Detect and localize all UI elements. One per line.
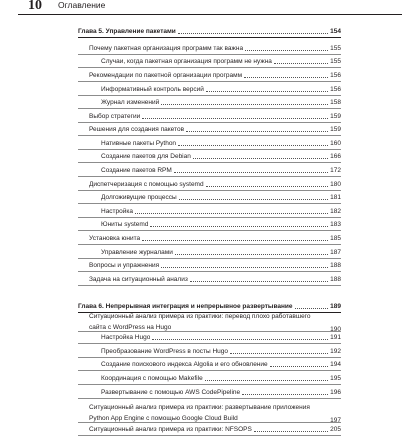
dot-leader — [244, 77, 328, 78]
entry-rule — [78, 108, 341, 109]
entry-rule — [78, 95, 341, 96]
toc-entry-title: Настройка Hugo — [101, 334, 151, 341]
toc-entry-title: Настройка — [101, 208, 133, 215]
toc-entry-title: Почему пакетная организация программ так важна — [89, 45, 244, 52]
toc-entry-title: Координация с помощью Makefile — [101, 375, 203, 382]
toc-entry-title: Создание пакетов для Debian — [101, 153, 191, 160]
toc-entry-page: 196 — [330, 389, 341, 396]
toc-entry-title: Управление журналами — [101, 249, 173, 256]
entry-rule — [78, 217, 341, 218]
toc-entry[interactable] — [101, 99, 341, 106]
toc-entry-page: 195 — [330, 375, 341, 382]
entry-rule — [78, 230, 341, 231]
toc-entry-title: Преобразование WordPress в посты Hugo — [101, 348, 229, 355]
entry-rule — [78, 331, 341, 332]
toc-entry-page: 205 — [330, 426, 341, 433]
toc-entry-page: 180 — [330, 181, 341, 188]
toc-entry-page: 197 — [330, 417, 341, 424]
entry-rule — [78, 122, 341, 123]
toc-entry-title: Установка юнита — [89, 235, 141, 242]
toc-entry[interactable] — [89, 126, 341, 133]
toc-entry-page: 155 — [330, 45, 341, 52]
toc-entry[interactable] — [101, 375, 341, 382]
entry-rule — [78, 149, 341, 150]
entry-rule — [78, 357, 341, 358]
toc-entry-page: 190 — [330, 326, 341, 333]
toc-entry-page: 159 — [330, 126, 341, 133]
entry-rule — [78, 343, 341, 344]
dot-leader — [206, 91, 328, 92]
entry-rule — [78, 176, 341, 177]
toc-entry-page: 185 — [330, 235, 341, 242]
toc-entry-page: 181 — [330, 194, 341, 201]
toc-chapter-entry[interactable] — [78, 303, 341, 310]
toc-entry[interactable] — [101, 221, 341, 228]
toc-entry[interactable] — [101, 167, 341, 174]
dot-leader — [142, 240, 328, 241]
entry-rule — [78, 162, 341, 163]
toc-entry-title: Журнал изменений — [101, 99, 160, 106]
toc-entry-title: Ситуационный анализ примера из практики: NFSOPS — [89, 426, 252, 433]
toc-entry-page: 158 — [330, 99, 341, 106]
entry-rule — [78, 190, 341, 191]
dot-leader — [270, 366, 329, 367]
dot-leader — [206, 186, 329, 187]
toc-entry-page: 183 — [330, 221, 341, 228]
entry-rule — [78, 258, 341, 259]
toc-entry[interactable] — [89, 181, 341, 188]
toc-entry-title: Долгоживущие процессы — [101, 194, 177, 201]
toc-entry[interactable] — [89, 402, 341, 424]
dot-leader — [245, 50, 328, 51]
entry-rule — [78, 135, 341, 136]
page-number: 10 — [28, 0, 42, 13]
toc-entry-title: Глава 5. Управление пакетами — [78, 28, 176, 35]
toc-entry-title: Развертывание с помощью AWS CodePipeline — [101, 389, 241, 396]
dot-leader — [242, 394, 328, 395]
toc-entry-title: Задача на ситуационный анализ — [89, 276, 188, 283]
entry-rule — [78, 54, 341, 55]
toc-entry[interactable] — [101, 194, 341, 201]
dot-leader — [142, 118, 328, 119]
entry-rule — [78, 67, 341, 68]
toc-entry-page: 192 — [330, 348, 341, 355]
entry-rule — [78, 271, 341, 272]
toc-entry[interactable] — [101, 389, 341, 396]
dot-leader — [190, 281, 328, 282]
toc-entry-page: 159 — [330, 113, 341, 120]
entry-rule — [78, 81, 341, 82]
entry-rule — [78, 384, 341, 385]
toc-entry[interactable] — [89, 72, 341, 79]
dot-leader — [178, 145, 328, 146]
toc-entry[interactable] — [101, 86, 341, 93]
toc-entry[interactable] — [89, 426, 341, 433]
toc-entry-page: 155 — [330, 58, 341, 65]
toc-entry[interactable] — [101, 140, 341, 147]
toc-entry-page: 172 — [330, 167, 341, 174]
dot-leader — [150, 226, 328, 227]
header-rule — [18, 14, 402, 15]
entry-rule — [78, 398, 341, 399]
toc-entry-page: 156 — [330, 72, 341, 79]
toc-entry-title: Вопросы и упражнения — [89, 262, 160, 269]
dot-leader — [230, 353, 328, 354]
dot-leader — [186, 131, 328, 132]
toc-entry[interactable] — [101, 361, 341, 368]
toc-entry-page: 194 — [330, 361, 341, 368]
toc-entry-page: 188 — [330, 262, 341, 269]
toc-entry-title: Ситуационный анализ примера из практики: развертывание приложения Python App Engine с помощью Google Cloud Build — [89, 404, 310, 422]
toc-entry[interactable] — [101, 58, 341, 65]
toc-entry[interactable] — [101, 249, 341, 256]
dot-leader — [152, 339, 328, 340]
dot-leader — [274, 63, 328, 64]
dot-leader — [175, 254, 328, 255]
toc-entry-page: 182 — [330, 208, 341, 215]
dot-leader — [295, 308, 329, 309]
toc-entry[interactable] — [89, 311, 341, 333]
toc-entry-title: Глава 6. Непрерывная интеграция и непрерывное развертывание — [78, 303, 293, 310]
toc-entry[interactable] — [89, 262, 341, 269]
toc-entry-title: Выбор стратегии — [89, 113, 141, 120]
entry-rule — [78, 422, 341, 423]
entry-rule — [78, 370, 341, 371]
entry-rule — [78, 435, 341, 436]
toc-entry-page: 191 — [330, 334, 341, 341]
dot-leader — [161, 104, 328, 105]
table-of-contents — [78, 22, 341, 442]
toc-entry-title: Юниты systemd — [101, 221, 149, 228]
dot-leader — [193, 158, 328, 159]
toc-entry-page: 154 — [330, 28, 341, 35]
dot-leader — [179, 199, 329, 200]
dot-leader — [178, 33, 328, 34]
dot-leader — [161, 267, 328, 268]
toc-entry-page: 156 — [330, 86, 341, 93]
toc-entry-title: Создание поискового индекса Algolia и его обновление — [101, 361, 268, 368]
dot-leader — [135, 213, 328, 214]
toc-chapter-entry[interactable] — [78, 28, 341, 35]
entry-rule — [78, 244, 341, 245]
toc-entry[interactable] — [101, 153, 341, 160]
entry-rule — [78, 203, 341, 204]
toc-entry-title: Нативные пакеты Python — [101, 140, 177, 147]
toc-entry[interactable] — [89, 113, 341, 120]
entry-rule — [78, 37, 341, 38]
entry-rule — [78, 285, 341, 286]
toc-entry[interactable] — [101, 334, 341, 341]
toc-entry-page: 166 — [330, 153, 341, 160]
toc-entry-title: Создание пакетов RPM — [101, 167, 172, 174]
toc-entry[interactable] — [89, 45, 341, 52]
toc-entry-title: Рекомендации по пакетной организации программ — [89, 72, 243, 79]
toc-entry-page: 188 — [330, 276, 341, 283]
toc-entry-title: Ситуационный анализ примера из практики: перевод плохо работавшего сайта с WordPress на Hugo — [89, 313, 311, 331]
toc-entry[interactable] — [89, 276, 341, 283]
toc-entry-title: Информативный контроль версий — [101, 86, 204, 93]
dot-leader — [174, 172, 328, 173]
dot-leader — [254, 431, 328, 432]
toc-entry[interactable] — [101, 348, 341, 355]
toc-entry[interactable] — [89, 235, 341, 242]
toc-entry[interactable] — [101, 208, 341, 215]
running-title: Оглавление — [58, 0, 106, 10]
toc-entry-page: 160 — [330, 140, 341, 147]
toc-entry-title: Диспетчеризация с помощью systemd — [89, 181, 204, 188]
toc-entry-title: Решения для создания пакетов — [89, 126, 185, 133]
dot-leader — [205, 380, 328, 381]
toc-entry-title: Случаи, когда пакетная организация программ не нужна — [101, 58, 272, 65]
toc-entry-page: 187 — [330, 249, 341, 256]
toc-entry-page: 189 — [330, 303, 341, 310]
